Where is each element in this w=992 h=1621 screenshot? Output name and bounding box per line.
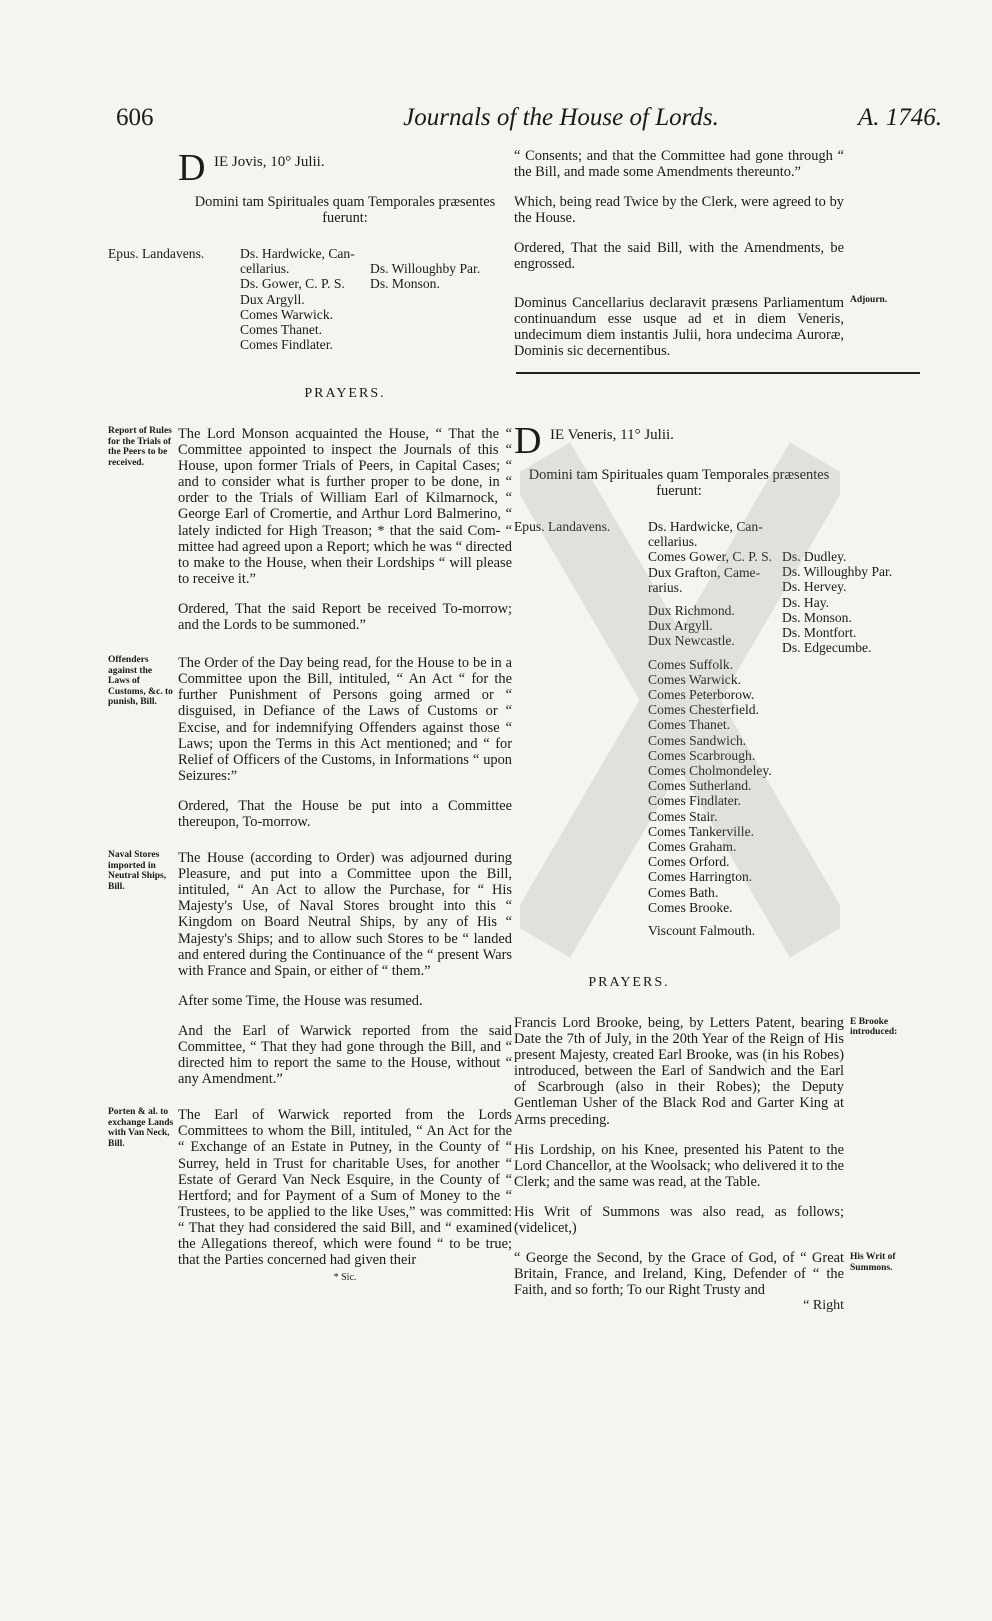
present-heading — [178, 194, 512, 226]
attendee-name: cellarius. — [648, 534, 698, 550]
attendee-name: Comes Tankerville. — [648, 823, 755, 839]
paragraph: The Order of the Day being read, for the House to be in a Committee upon the Bill, intituled, “ An Act “ for the further Punishment of Persons going armed or “ disguised, in Defiance of the Laws of Customs or “ Excise, and for indemnifying Offenders against those “ Laws; upon the Terms in this Act mentioned; and “ for Relief of Officers of the Customs, in Informations “ upon Seizures:” — [178, 655, 512, 784]
margin-note: Porten & al. to exchange Lands with Van Neck, Bill. — [108, 1107, 174, 1149]
attendee-name: Ds. Montfort. — [782, 624, 857, 640]
paragraph: Ordered, That the House be put into a Committee thereupon, To-morrow. — [178, 797, 512, 830]
attendee-name — [648, 649, 772, 657]
attendee-name: Comes Findlater. — [240, 337, 333, 353]
attendee-name: Comes Harrington. — [648, 869, 753, 885]
attendee-name: Comes Bath. — [648, 884, 719, 900]
paragraph: And the Earl of Warwick reported from the said Committee, “ That they had gone through the Bill, and “ directed him to report the same to the House, without “ any Amendment.” — [178, 1022, 512, 1088]
paragraph: Francis Lord Brooke, being, by Letters Patent, bearing Date the 7th of July, in the 20th Year of the Reign of His present Majesty, created Earl Brooke, was (in his Robes) introduced, between the Earl of Sandwich and the Earl of Scarbrough (also in their Robes); the Deputy Gentleman Usher of the Black Rod and Garter King at Arms preceding. — [514, 1014, 844, 1128]
year-label: A. 1746. — [857, 104, 942, 131]
present-line: Domini tam Spirituales quam Temporales præsentes — [528, 466, 830, 483]
attendee-name: Comes Gower, C. P. S. — [648, 549, 773, 565]
margin-note: E Brooke introduced: — [850, 1016, 898, 1038]
attendee-name: Comes Thanet. — [240, 322, 323, 338]
footnote: * Sic. — [333, 1272, 357, 1284]
present-heading — [514, 467, 844, 499]
entry-report — [108, 426, 512, 587]
attendance-column — [648, 519, 772, 938]
margin-note: Adjourn. — [850, 294, 888, 305]
attendee-name: Comes Stair. — [648, 808, 718, 824]
paragraph: The House (according to Order) was adjourned during Pleasure, and put into a Committee upon the Bill, intituled, “ An Act to allow the Purchase, for “ His Majesty's Use, of Naval Stores brought into this “ Kingdom on Board Neutral Ships, by any of His “ Majesty's Ships; and to allow such Stores to be “ landed and entered during the Continuance of the “ present Wars with France and Spain, or either of “ them.” — [178, 850, 512, 979]
attendee-name: Dux Newcastle. — [648, 633, 735, 649]
attendee-name: Ds. Hardwicke, Can- — [240, 246, 355, 261]
entry-writ — [514, 1250, 922, 1298]
paragraph: His Lordship, on his Knee, presented his Patent to the Lord Chancellor, at the Woolsack; who delivered it to the Clerk; and the same was read, at the Table. — [514, 1141, 844, 1190]
attendee-name: Comes Graham. — [648, 839, 737, 854]
paragraph: Which, being read Twice by the Clerk, were agreed to by the House. — [514, 194, 844, 227]
attendee-name: Ds. Hardwicke, Can- — [648, 518, 763, 534]
page-number: 606 — [116, 104, 154, 131]
margin-note: Naval Stores imported in Neutral Ships, Bill. — [108, 850, 167, 892]
catchword: “ Right — [803, 1298, 844, 1314]
attendance-list — [514, 519, 922, 957]
attendee-name: Dux Richmond. — [648, 602, 735, 618]
attendee-name: Ds. Willoughby Par. — [782, 564, 893, 580]
attendee-name: rarius. — [648, 579, 683, 595]
paragraph: Dominus Cancellarius declaravit præsens Parliamentum continuandum esse usque ad et in diem Veneris, undecimum diem instantis Julii, hora undecima Auroræ, Dominis sic decernentibus. — [514, 294, 844, 359]
attendee-name: Comes Scarbrough. — [648, 747, 756, 763]
attendee-name: Comes Findlater. — [648, 793, 741, 809]
attendee-name: Viscount Falmouth. — [648, 923, 756, 939]
paragraph: After some Time, the House was resumed. — [178, 992, 423, 1009]
attendee-name: Ds. Gower, C. P. S. — [240, 276, 345, 292]
margin-note: Report of Rules for the Trials of the Peers to be received. — [108, 426, 172, 468]
attendee-name: Comes Cholmondeley. — [648, 762, 772, 778]
attendee-name: cellarius. — [240, 261, 290, 277]
attendance-column — [240, 246, 355, 352]
attendee-name: Comes Warwick. — [240, 306, 334, 322]
bishop-name: Epus. Landavens. — [108, 246, 205, 261]
margin-note: Offenders against the Laws of Customs, &c. to punish, Bill. — [108, 655, 173, 708]
attendee-name — [648, 915, 772, 923]
attendee-name: Comes Chesterfield. — [648, 702, 759, 718]
drop-cap: D — [178, 147, 206, 189]
day-heading-friday — [514, 421, 922, 461]
attendee-name: Ds. Monson. — [370, 276, 440, 292]
bishop-name: Epus. Landavens. — [514, 518, 611, 534]
left-column — [108, 148, 512, 1283]
attendance-column — [370, 261, 480, 291]
attendee-name: Ds. Willoughby Par. — [370, 261, 481, 276]
attendee-name: Ds. Monson. — [782, 609, 852, 625]
entry-porten — [108, 1107, 512, 1268]
paragraph: Ordered, That the said Report be received To-morrow; and the Lords to be summoned.” — [178, 600, 512, 634]
paragraph: The Earl of Warwick reported from the Lords Committees to whom the Bill, intituled, “ An Act for the “ Exchange of an Estate in Putney, in the County of “ Surrey, held in Trust for charitable Uses, for another “ Estate of Gerard Van Neck Esquire, in the County of “ Hertford; and for Payment of a Sum of Money to the “ Trustees, to be applied to the like Uses,” was committed: “ That they had considered the said Bill, and “ examined the Allegations thereof, which were found “ to be true; that the Parties concerned had given their — [178, 1107, 512, 1269]
attendee-name: Ds. Hay. — [782, 594, 830, 610]
present-line: fuerunt: — [656, 482, 702, 499]
present-line: fuerunt: — [322, 210, 368, 226]
attendee-name: Ds. Dudley. — [782, 548, 847, 564]
entry-naval — [108, 850, 512, 979]
paragraph: The Lord Monson acquainted the House, “ That the “ Committee appointed to inspect the Journals of this “ House, upon former Trials of Peers, in Capital Cases; “ and to consider what is further proper to be done, in “ order to the Trials of William Earl of Kilmarnock, “ George Earl of Cromertie, and Arthur Lord Balmerino, “ lately indicted for High Treason; * that the said Com- “ mittee had agreed upon a Report; which he was “ directed to make to the House, when their Lordships “ will please to receive it.” — [178, 426, 512, 587]
day-title: IE Jovis, 10° Julii. — [214, 154, 325, 170]
paragraph: “ Consents; and that the Committee had gone through “ the Bill, and made some Amendments thereunto.” — [514, 148, 844, 181]
attendance-list — [108, 246, 512, 368]
day-heading-thursday — [178, 148, 512, 188]
attendance-column — [782, 549, 892, 655]
attendee-name: Comes Sandwich. — [648, 732, 747, 748]
present-line: Domini tam Spirituales quam Temporales præsentes — [194, 194, 496, 210]
attendee-name — [648, 595, 772, 603]
paragraph: His Writ of Summons was also read, as follows; (videlicet,) — [514, 1203, 844, 1236]
attendee-name: Comes Peterborow. — [648, 686, 755, 702]
attendee-name: Ds. Hervey. — [782, 579, 847, 595]
attendee-name: Ds. Edgecumbe. — [782, 640, 872, 656]
journal-title: Journals of the House of Lords. — [403, 104, 719, 131]
day-title: IE Veneris, 11° Julii. — [550, 426, 674, 443]
page-header — [110, 104, 952, 144]
attendee-name: Comes Warwick. — [648, 671, 742, 687]
prayers-heading: PRAYERS. — [304, 386, 386, 401]
entry-brooke — [514, 1015, 922, 1128]
attendee-name: Dux Argyll. — [648, 618, 713, 634]
drop-cap: D — [514, 419, 542, 462]
prayers-heading: PRAYERS. — [588, 974, 670, 990]
attendee-name: Dux Grafton, Came- — [648, 564, 761, 580]
entry-offenders — [108, 655, 512, 784]
section-divider — [516, 372, 920, 374]
paragraph: Ordered, That the said Bill, with the Amendments, be engrossed. — [514, 240, 844, 273]
attendee-name: Comes Suffolk. — [648, 656, 734, 672]
attendee-name: Comes Brooke. — [648, 899, 733, 915]
attendee-name: Comes Sutherland. — [648, 778, 752, 794]
entry-adjourn — [514, 295, 922, 359]
attendee-name: Dux Argyll. — [240, 291, 305, 307]
margin-note: His Writ of Summons. — [850, 1252, 896, 1273]
right-column — [514, 148, 922, 1328]
paragraph: “ George the Second, by the Grace of God, of “ Great Britain, France, and Ireland, King, Defender of “ the Faith, and so forth; To our Right Trusty and — [514, 1250, 844, 1299]
attendee-name: Comes Thanet. — [648, 717, 731, 733]
attendee-name: Comes Orford. — [648, 854, 730, 870]
